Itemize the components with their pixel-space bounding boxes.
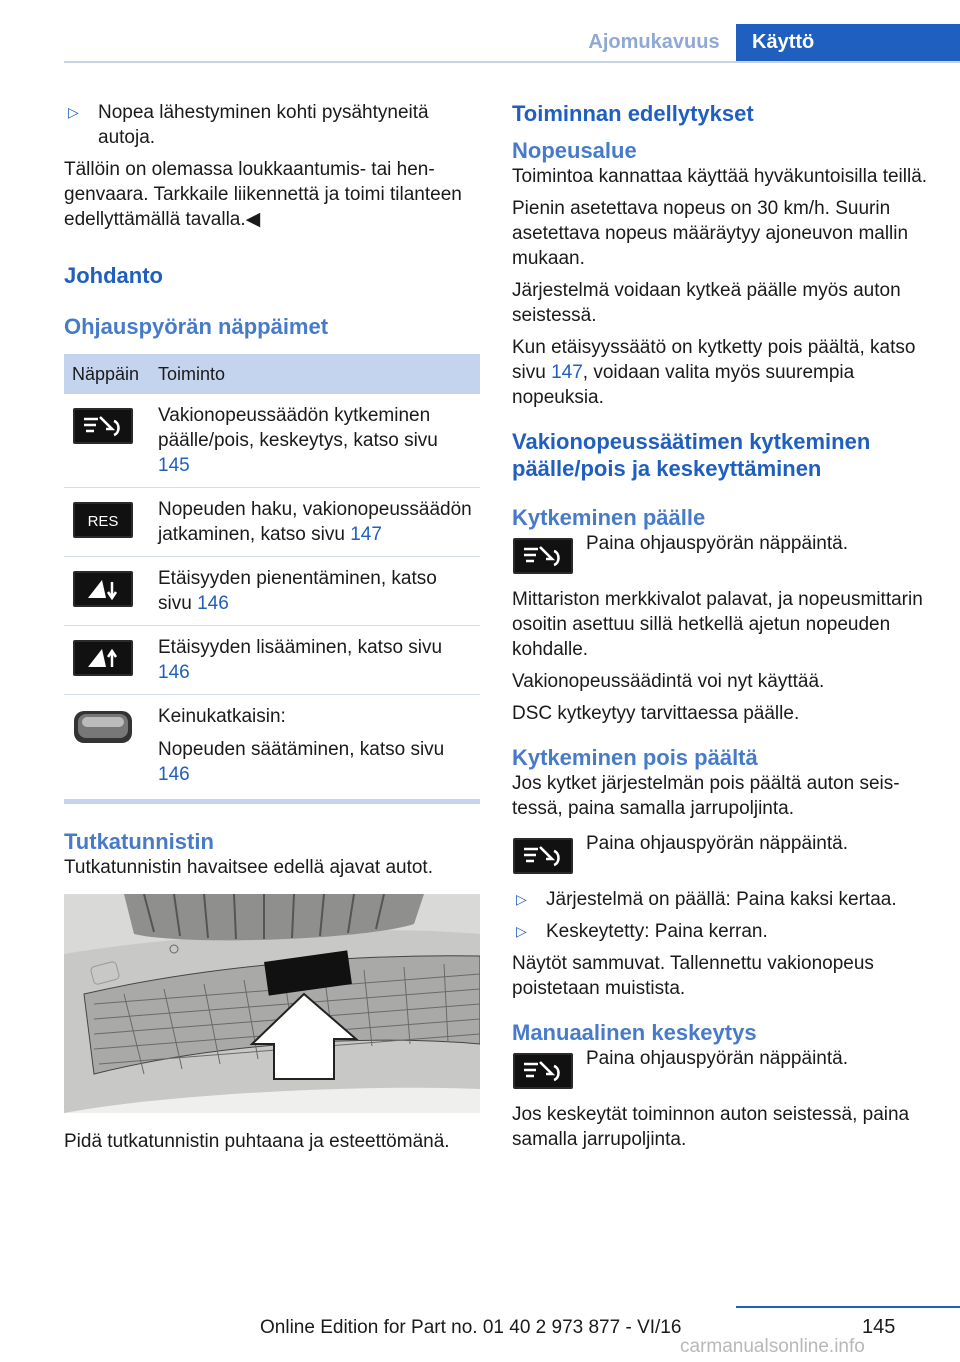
list-item: ▷ Nopea lähestyminen kohti pysähtyneitä autoja. [68,102,429,148]
heading-radar: Tutkatunnistin [64,829,214,854]
table-row: Etäisyyden lisääminen, katso sivu 146 [64,626,480,695]
svg-text:RES: RES [87,513,119,530]
rocker-switch-icon [72,708,134,746]
paragraph: Jos keskeytät toiminnon auton seistessä, paina samalla jarrupoljinta. [512,1104,910,1150]
buttons-table [64,354,480,804]
left-column [64,100,480,1161]
heading-manual-interrupt: Manuaalinen keskeytys [512,1020,757,1045]
header-rule [64,61,960,63]
radar-note: Pidä tutkatunnistin puhtaana ja esteettömänä. [64,1131,450,1152]
distance-increase-icon [72,639,134,677]
col-header-function: Toiminto [150,354,480,394]
heading-switch-off: Kytkeminen pois päältä [512,745,758,770]
table-row: Etäisyyden pienentäminen, katso sivu 146 [64,557,480,626]
cruise-control-icon [512,1052,574,1090]
paragraph: Järjestelmä voidaan kytkeä päälle myös auton seistessä. [512,280,901,326]
right-column [512,100,928,1159]
cruise-control-icon [512,537,574,575]
radar-text: Tutkatunnistin havaitsee edellä ajavat autot. [64,857,433,878]
paragraph: Kun etäisyyssäätö on kytketty pois päältä, katso sivu 147, voidaan valita myös suurempia nopeuksia. [512,337,916,408]
rocker-title: Keinukatkaisin: [158,706,286,727]
car-front-drawing [64,894,480,1113]
col-header-key: Näppäin [64,354,150,394]
list-item: ▷ Keskeytetty: Paina kerran. [516,921,768,942]
edition-line: Online Edition for Part no. 01 40 2 973 877 - VI/16 [260,1317,682,1338]
header-section: Ajomukavuus [588,31,720,53]
page-link[interactable]: 146 [158,764,190,785]
paragraph: Näytöt sammuvat. Tallennettu vakionopeus poistetaan muistista. [512,953,874,999]
instruction-with-button: Paina ohjauspyörän näppäintä. [512,531,928,575]
paragraph: Pienin asetettava nopeus on 30 km/h. Suurin asetettava nopeus määräytyy ajoneuvon mallin mukaan. [512,198,909,269]
heading-speed-range: Nopeusalue [512,138,637,163]
paragraph: Jos kytket järjestelmän pois päältä auton seistessä, paina samalla jarrupoljinta. [512,773,900,819]
cruise-control-icon [72,407,134,445]
page-link[interactable]: 147 [551,362,583,383]
triangle-bullet-icon: ▷ [516,891,527,907]
res-button-icon [72,501,134,539]
header-chapter: Käyttö [736,24,960,61]
instruction-with-button: Paina ohjauspyörän näppäintä. [512,1046,928,1090]
paragraph: Toimintoa kannattaa käyttää hyväkuntoisilla teillä. [512,166,928,187]
heading-intro: Johdanto [64,263,163,288]
footer-rule [736,1306,960,1308]
paragraph: Vakionopeussäädintä voi nyt käyttää. [512,671,825,692]
page-link[interactable]: 145 [158,455,190,476]
page-link[interactable]: 146 [197,593,229,614]
radar-sensor-illustration [64,894,480,1113]
heading-switching: Vakionopeussäätimen kytkeminen päälle/pois ja keskeyttäminen [512,429,871,481]
cruise-control-icon [512,837,574,875]
page-number: 145 [862,1316,896,1338]
table-row: RES Nopeuden haku, vakionopeussäädön jatkaminen, katso sivu 147 [64,488,480,557]
warning-text: Tällöin on olemassa loukkaantumis- tai hengenvaara. Tarkkaile liikennettä ja toimi tilanteen edellyttämällä tavalla.◀ [64,159,462,230]
watermark: carmanualsonline.info [680,1336,865,1357]
instruction-with-button: Paina ohjauspyörän näppäintä. [512,831,928,875]
distance-decrease-icon [72,570,134,608]
triangle-bullet-icon: ▷ [68,104,79,120]
paragraph: DSC kytkeytyy tarvittaessa päälle. [512,703,800,724]
table-row: Keinukatkaisin: Nopeuden säätäminen, katso sivu 146 [64,695,480,802]
table-row: Vakionopeussäädön kytkeminen päälle/pois, keskeytys, katso sivu 145 [64,394,480,488]
triangle-bullet-icon: ▷ [516,923,527,939]
paragraph: Mittariston merkkivalot palavat, ja nopeusmittarin osoitin asettuu sillä hetkellä ajetun nopeuden kohdalle. [512,589,923,660]
heading-prerequisites: Toiminnan edellytykset [512,101,754,126]
list-item: ▷ Järjestelmä on päällä: Paina kaksi kertaa. [516,889,897,910]
page-link[interactable]: 147 [350,524,382,545]
heading-switch-on: Kytkeminen päälle [512,505,706,530]
heading-buttons: Ohjauspyörän näppäimet [64,314,329,339]
page-link[interactable]: 146 [158,662,190,683]
